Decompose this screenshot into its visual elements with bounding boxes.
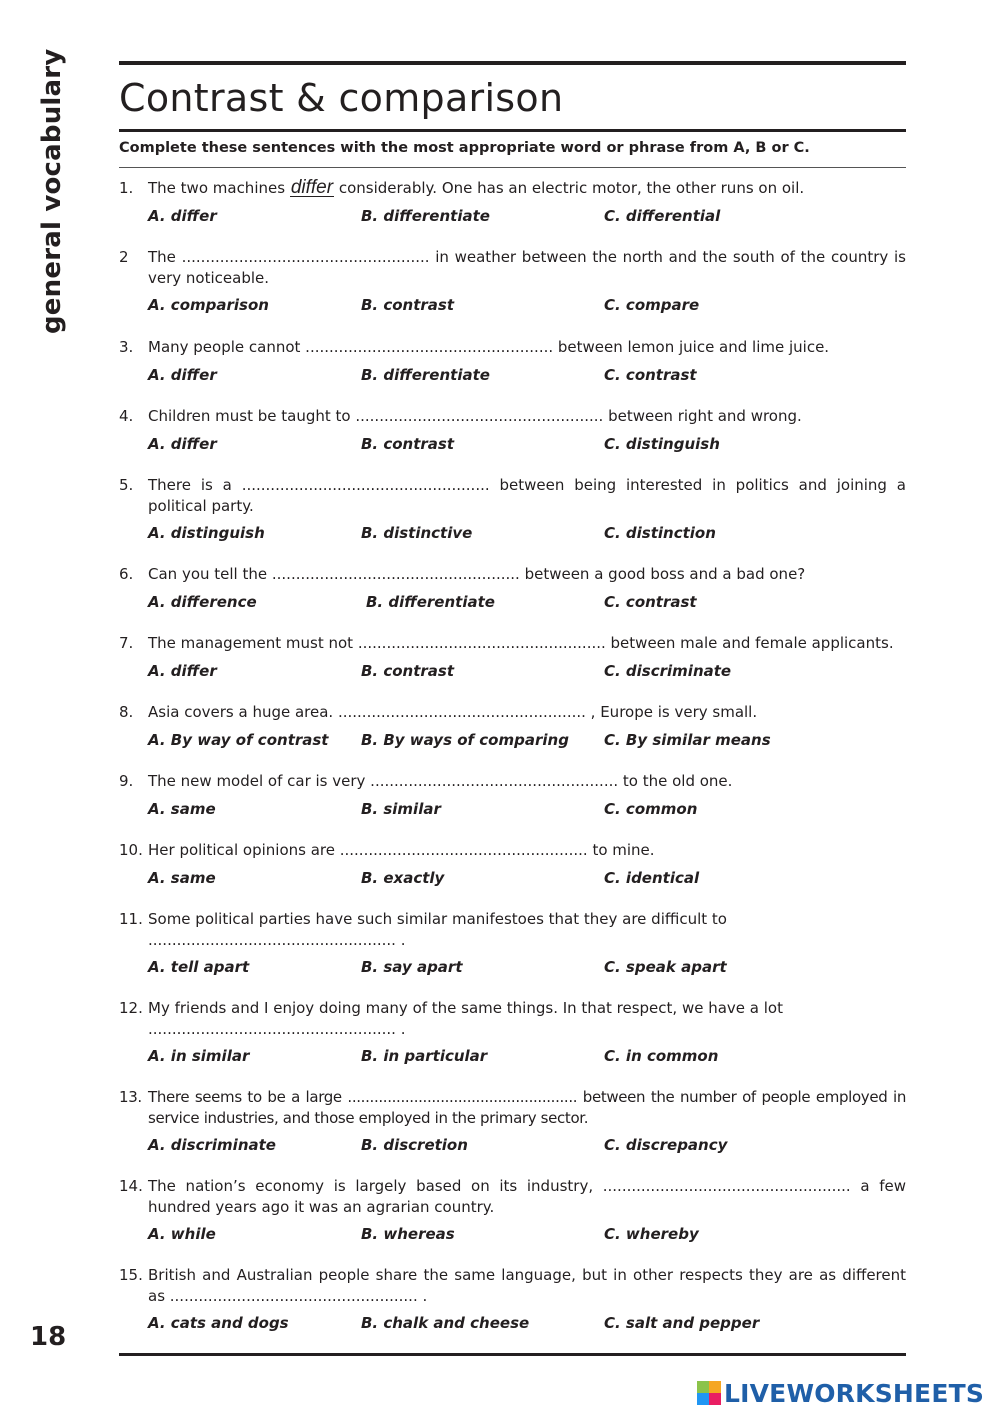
question-number: 2 <box>119 248 129 266</box>
question-13 <box>119 1087 906 1158</box>
option-b[interactable]: B. By ways of comparing <box>361 730 569 749</box>
option-b[interactable]: B. distinctive <box>361 524 473 542</box>
question-6 <box>119 564 906 615</box>
option-c[interactable]: C. identical <box>604 868 700 887</box>
option-b[interactable]: B. say apart <box>361 958 463 976</box>
page-title: Contrast & comparison <box>119 76 564 120</box>
option-a[interactable]: A. By way of contrast <box>148 730 329 749</box>
question-text: British and Australian people share the same language, but in other respects they are as different as .................................................... . <box>148 1266 906 1305</box>
question-text: Can you tell the .................................................... between a good boss and a bad one? <box>148 565 806 583</box>
option-a[interactable]: A. differ <box>148 434 217 453</box>
option-a[interactable]: A. in similar <box>148 1047 250 1065</box>
option-c[interactable]: C. contrast <box>604 592 697 611</box>
liveworksheets-watermark <box>697 1378 984 1408</box>
question-number: 12. <box>119 999 143 1017</box>
question-number: 13. <box>119 1088 142 1106</box>
option-c[interactable]: C. speak apart <box>604 958 727 976</box>
option-a[interactable]: A. differ <box>148 661 217 680</box>
option-b[interactable]: B. whereas <box>361 1225 455 1243</box>
option-c[interactable]: C. discrepancy <box>604 1136 728 1154</box>
question-15 <box>119 1265 906 1336</box>
question-text: Children must be taught to .................................................... between right and wrong. <box>148 407 802 425</box>
section-side-label: general vocabulary <box>37 48 67 334</box>
option-a[interactable]: A. distinguish <box>148 524 265 542</box>
option-a[interactable]: A. cats and dogs <box>148 1314 289 1332</box>
question-text: There is a .................................................... between being interested in politics and joining a political party. <box>148 476 906 515</box>
question-number: 1. <box>119 179 134 197</box>
question-text: My friends and I enjoy doing many of the same things. In that respect, we have a lot <box>148 999 783 1017</box>
question-text: The two machines <box>148 179 290 197</box>
option-a[interactable]: A. while <box>148 1225 216 1243</box>
question-text: Many people cannot .................................................... between lemon juice and lime juice. <box>148 338 830 356</box>
question-number: 15. <box>119 1266 143 1284</box>
question-number: 4. <box>119 407 134 425</box>
option-c[interactable]: C. differential <box>604 206 721 225</box>
question-10 <box>119 840 906 891</box>
option-b[interactable]: B. chalk and cheese <box>361 1314 530 1332</box>
question-12 <box>119 998 906 1069</box>
question-text: Asia covers a huge area. .................................................... , Europe is very small. <box>148 703 758 721</box>
liveworksheets-logo-icon <box>697 1381 721 1405</box>
question-number: 14. <box>119 1177 143 1195</box>
option-b[interactable]: B. exactly <box>361 868 445 887</box>
option-c[interactable]: C. compare <box>604 296 700 314</box>
question-9 <box>119 771 906 822</box>
option-c[interactable]: C. By similar means <box>604 730 771 749</box>
question-number: 7. <box>119 634 134 652</box>
option-a[interactable]: A. comparison <box>148 296 269 314</box>
watermark-text: LIVEWORKSHEETS <box>724 1378 985 1408</box>
option-c[interactable]: C. whereby <box>604 1225 699 1243</box>
option-a[interactable]: A. same <box>148 799 216 818</box>
option-a[interactable]: A. tell apart <box>148 958 250 976</box>
option-b[interactable]: B. differentiate <box>361 206 490 225</box>
question-3 <box>119 337 906 388</box>
question-text: Her political opinions are .................................................... to mine. <box>148 841 655 859</box>
question-number: 3. <box>119 338 134 356</box>
bottom-rule <box>119 1353 906 1356</box>
option-a[interactable]: A. discriminate <box>148 1136 276 1154</box>
question-8 <box>119 702 906 753</box>
question-1 <box>119 178 906 229</box>
question-number: 6. <box>119 565 134 583</box>
question-number: 11. <box>119 910 143 928</box>
question-number: 5. <box>119 476 134 494</box>
question-text: There seems to be a large .................................................... between the number of people employed in service industries, and those employed in the primary sector. <box>148 1088 906 1127</box>
question-text: The nation’s economy is largely based on its industry, .................................................... a few hundred years ago it was an agrarian country. <box>148 1177 906 1216</box>
option-a[interactable]: A. differ <box>148 365 217 384</box>
option-c[interactable]: C. contrast <box>604 365 697 384</box>
question-text: considerably. One has an electric motor, the other runs on oil. <box>334 179 805 197</box>
instructions: Complete these sentences with the most appropriate word or phrase from A, B or C. <box>119 140 810 156</box>
page-number: 18 <box>30 1322 67 1352</box>
option-c[interactable]: C. in common <box>604 1047 719 1065</box>
option-b[interactable]: B. contrast <box>361 434 455 453</box>
question-text: The .................................................... in weather between the north and the south of the country is very noticeable. <box>148 248 906 287</box>
option-c[interactable]: C. common <box>604 799 698 818</box>
option-a[interactable]: A. difference <box>148 592 257 611</box>
question-7 <box>119 633 906 684</box>
question-text: The new model of car is very .................................................... to the old one. <box>148 772 733 790</box>
instructions-rule <box>119 167 906 168</box>
question-number: 9. <box>119 772 134 790</box>
option-c[interactable]: C. salt and pepper <box>604 1314 760 1332</box>
question-2 <box>119 247 906 318</box>
question-text: Some political parties have such similar manifestoes that they are difficult to <box>148 910 727 928</box>
option-a[interactable]: A. differ <box>148 206 217 225</box>
option-b[interactable]: B. contrast <box>361 661 455 680</box>
option-c[interactable]: C. distinction <box>604 524 716 542</box>
question-number: 10. <box>119 841 143 859</box>
title-rule <box>119 129 906 132</box>
option-a[interactable]: A. same <box>148 868 216 887</box>
option-c[interactable]: C. discriminate <box>604 661 732 680</box>
question-5 <box>119 475 906 546</box>
question-number: 8. <box>119 703 134 721</box>
top-rule <box>119 61 906 65</box>
option-b[interactable]: B. similar <box>361 799 441 818</box>
answer-blank: .................................................... . <box>148 930 406 949</box>
filled-answer[interactable]: differ <box>290 177 334 198</box>
option-b[interactable]: B. contrast <box>361 296 455 314</box>
question-11 <box>119 909 906 980</box>
option-b[interactable]: B. differentiate <box>361 365 490 384</box>
question-4 <box>119 406 906 457</box>
question-14 <box>119 1176 906 1247</box>
option-b[interactable]: B. differentiate <box>366 592 495 611</box>
question-text: The management must not .................................................... between male and female applicants. <box>148 634 894 652</box>
option-b[interactable]: B. in particular <box>361 1047 488 1065</box>
option-b[interactable]: B. discretion <box>361 1136 468 1154</box>
option-c[interactable]: C. distinguish <box>604 434 720 453</box>
answer-blank: .................................................... . <box>148 1019 406 1038</box>
